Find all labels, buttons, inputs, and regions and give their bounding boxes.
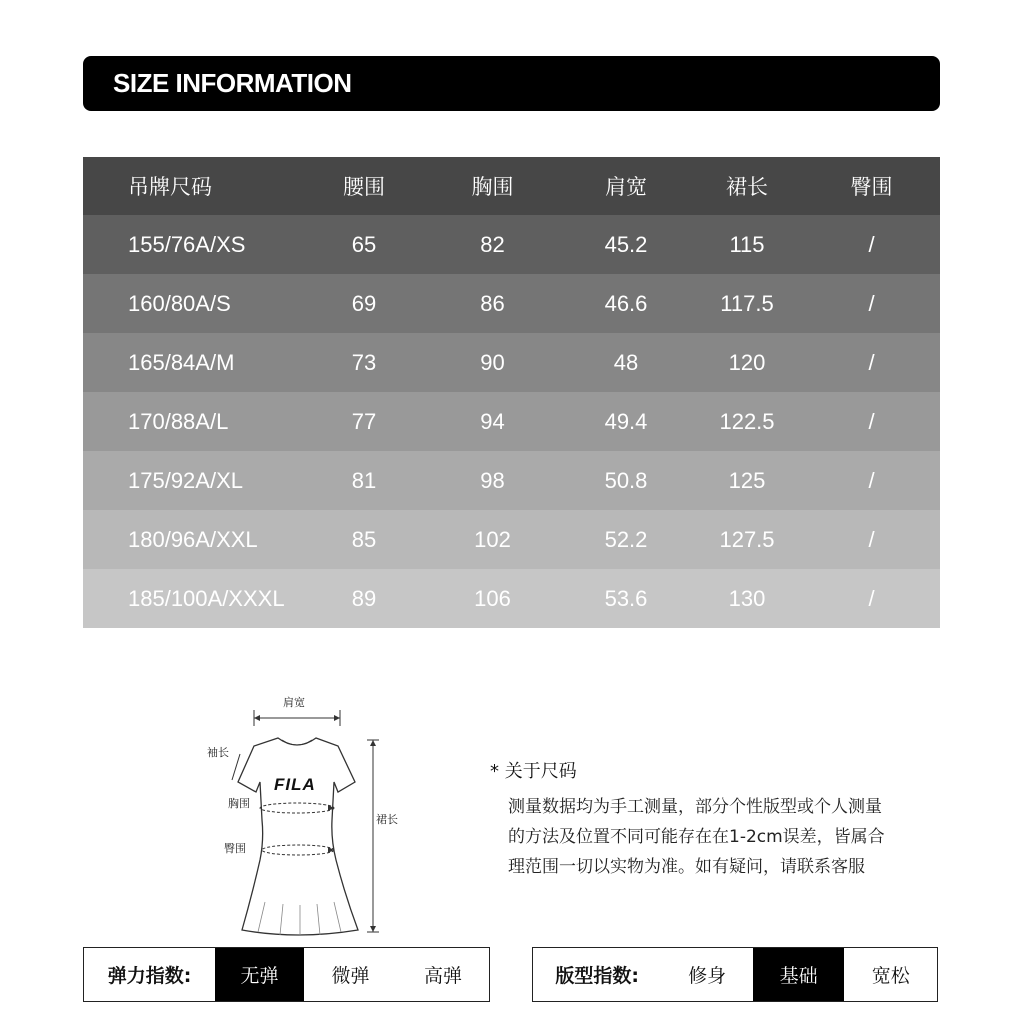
elasticity-option-high: 高弹 xyxy=(423,965,462,987)
size-note-line: 测量数据均为手工测量，部分个性版型或个人测量 xyxy=(508,797,882,817)
cell-hip: / xyxy=(868,290,875,316)
size-note-body xyxy=(508,792,938,882)
cell-chest: 90 xyxy=(480,349,505,375)
table-row xyxy=(83,333,940,392)
table-row xyxy=(83,510,940,569)
fit-option-regular: 基础 xyxy=(753,948,845,1001)
cell-shoulder: 49.4 xyxy=(604,408,648,434)
cell-shoulder: 48 xyxy=(613,349,639,375)
cell-hip: / xyxy=(868,526,875,552)
header-hip: 臀围 xyxy=(850,175,893,199)
cell-tag-size: 160/80A/S xyxy=(128,290,231,316)
table-row xyxy=(83,392,940,451)
cell-shoulder: 50.8 xyxy=(604,467,648,493)
fit-label: 版型指数: xyxy=(555,965,639,987)
cell-hip: / xyxy=(868,231,875,257)
cell-tag-size: 165/84A/M xyxy=(128,349,235,375)
elasticity-label: 弹力指数: xyxy=(107,965,192,987)
diagram-label-length: 裙长 xyxy=(376,813,398,826)
fit-scale xyxy=(532,947,938,1002)
cell-shoulder: 45.2 xyxy=(604,231,648,257)
cell-waist: 81 xyxy=(351,467,377,493)
cell-length: 120 xyxy=(728,349,766,375)
diagram-label-shoulder: 肩宽 xyxy=(283,696,305,709)
header-waist: 腰围 xyxy=(343,175,385,199)
elasticity-scale xyxy=(83,947,490,1002)
cell-shoulder: 52.2 xyxy=(604,526,648,552)
table-row xyxy=(83,569,940,628)
header-tag-size: 吊牌尺码 xyxy=(128,175,212,199)
banner-title: SIZE INFORMATION xyxy=(113,68,352,98)
elasticity-option-slight: 微弹 xyxy=(331,965,370,987)
cell-chest: 98 xyxy=(480,467,505,493)
header-chest: 胸围 xyxy=(471,175,514,199)
cell-tag-size: 155/76A/XS xyxy=(128,231,246,257)
header-length: 裙长 xyxy=(726,175,768,199)
cell-waist: 73 xyxy=(351,349,377,375)
table-header-row xyxy=(83,157,940,215)
cell-hip: / xyxy=(868,585,875,611)
cell-shoulder: 46.6 xyxy=(604,290,648,316)
fit-option-loose: 宽松 xyxy=(871,965,910,987)
size-info-banner xyxy=(83,56,940,111)
cell-chest: 106 xyxy=(474,585,511,611)
table-row xyxy=(83,451,940,510)
size-table xyxy=(83,157,940,628)
fila-logo: FILA xyxy=(274,775,316,794)
cell-waist: 77 xyxy=(351,408,377,434)
cell-hip: / xyxy=(868,408,875,434)
diagram-label-chest: 胸围 xyxy=(228,797,250,810)
cell-tag-size: 180/96A/XXL xyxy=(128,526,258,552)
cell-chest: 94 xyxy=(480,408,505,434)
cell-length: 122.5 xyxy=(719,408,775,434)
cell-length: 117.5 xyxy=(720,290,774,316)
size-note-line: 理范围一切以实物为准。如有疑问，请联系客服 xyxy=(508,857,865,877)
cell-chest: 86 xyxy=(480,290,505,316)
cell-tag-size: 175/92A/XL xyxy=(128,467,243,493)
table-row xyxy=(83,274,940,333)
header-shoulder: 肩宽 xyxy=(605,175,647,199)
cell-length: 130 xyxy=(728,585,766,611)
size-note-line: 的方法及位置不同可能存在在1-2cm误差，皆属合 xyxy=(508,827,885,847)
cell-tag-size: 185/100A/XXXL xyxy=(128,585,285,611)
fit-option-slim: 修身 xyxy=(688,965,727,987)
cell-waist: 85 xyxy=(351,526,377,552)
cell-length: 125 xyxy=(728,467,766,493)
table-row xyxy=(83,215,940,274)
cell-shoulder: 53.6 xyxy=(604,585,648,611)
diagram-label-hip: 臀围 xyxy=(224,842,246,855)
cell-waist: 69 xyxy=(351,290,377,316)
cell-waist: 65 xyxy=(351,231,377,257)
cell-length: 115 xyxy=(729,231,765,257)
cell-tag-size: 170/88A/L xyxy=(128,408,229,434)
cell-hip: / xyxy=(868,349,875,375)
cell-chest: 82 xyxy=(480,231,505,257)
elasticity-option-none: 无弹 xyxy=(215,948,304,1001)
cell-length: 127.5 xyxy=(719,526,775,552)
cell-chest: 102 xyxy=(474,526,511,552)
measurement-diagram xyxy=(190,690,420,945)
cell-waist: 89 xyxy=(351,585,377,611)
cell-hip: / xyxy=(868,467,875,493)
size-note-title: * 关于尺码 xyxy=(490,761,577,782)
diagram-label-sleeve: 袖长 xyxy=(207,746,229,759)
